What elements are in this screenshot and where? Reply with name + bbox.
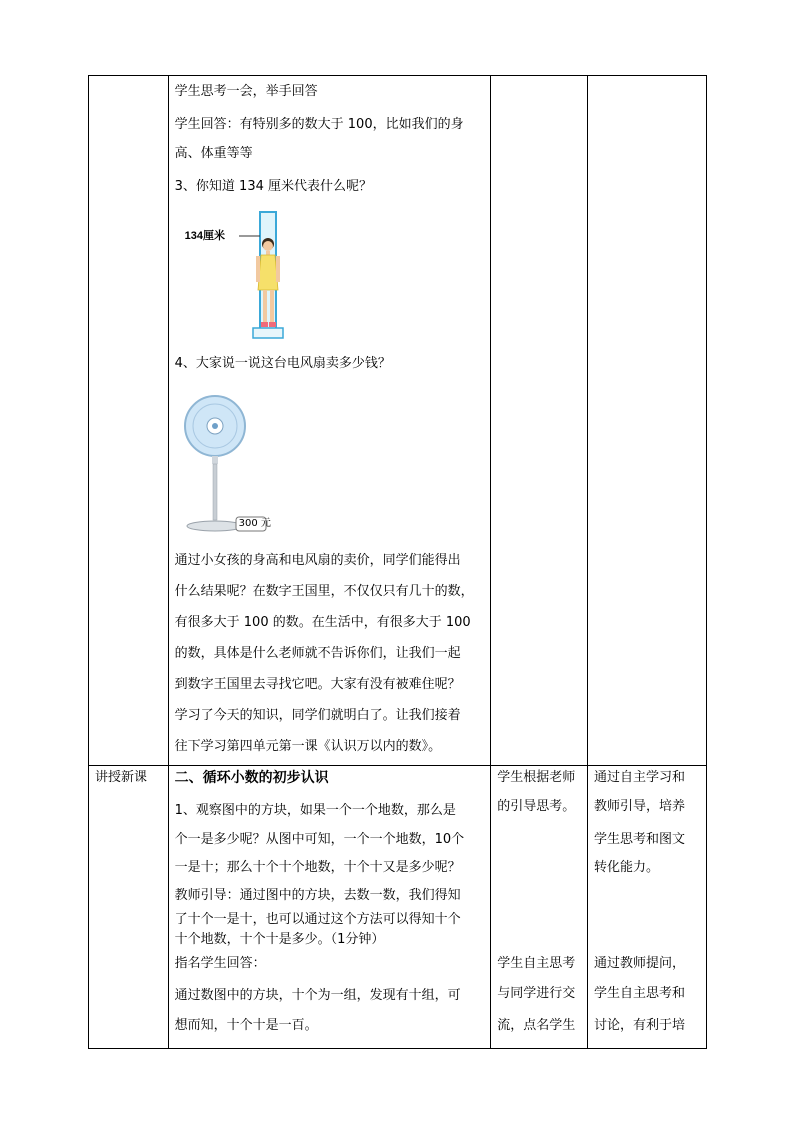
height-label: 134厘米 xyxy=(184,230,225,242)
lesson-plan-table xyxy=(88,75,707,1049)
design-purpose-line: 转化能力。 xyxy=(594,859,660,875)
text-line: 有很多大于 100 的数。在生活中，有很多大于 100 xyxy=(174,615,471,630)
text-line: 十个地数，十个十是多少。（1分钟） xyxy=(174,931,385,947)
text-line: 通过数图中的方块，十个为一组，发现有十组，可 xyxy=(174,987,461,1003)
text-line: 学生思考一会，举手回答 xyxy=(174,84,318,99)
section-heading: 二、循环小数的初步认识 xyxy=(174,769,329,786)
text-line: 想而知，十个十是一百。 xyxy=(174,1017,318,1033)
row2-stage-cell xyxy=(89,765,169,1048)
row1-purpose-cell xyxy=(588,76,707,766)
design-purpose-line: 教师引导，培养 xyxy=(594,798,686,814)
row1-content-cell xyxy=(168,76,491,766)
student-activity-line: 的引导思考。 xyxy=(497,798,576,814)
design-purpose-line: 讨论，有利于培 xyxy=(594,1017,686,1033)
student-activity-line: 学生根据老师 xyxy=(497,769,576,785)
stage-label: 讲授新课 xyxy=(95,769,148,785)
text-line: 1、观察图中的方块，如果一个一个地数，那么是 xyxy=(174,802,456,818)
text-line: 到数字王国里去寻找它吧。大家有没有被难住呢？ xyxy=(174,677,461,692)
text-line: 学生回答：有特别多的数大于 100，比如我们的身 xyxy=(174,117,464,132)
text-line: 通过小女孩的身高和电风扇的卖价，同学们能得出 xyxy=(174,553,461,568)
row1-student-cell xyxy=(491,76,588,766)
text-line: 什么结果呢？在数字王国里，不仅仅只有几十的数， xyxy=(174,584,474,599)
row2-purpose-cell xyxy=(588,765,707,1048)
electric-fan-image xyxy=(179,394,283,536)
text-line: 4、大家说一说这台电风扇卖多少钱？ xyxy=(174,356,391,371)
student-activity-line: 与同学进行交 xyxy=(497,985,576,1001)
design-purpose-line: 学生自主思考和 xyxy=(594,985,686,1001)
text-line: 了十个一是十，也可以通过这个方法可以得知十个 xyxy=(174,911,461,927)
text-line: 3、你知道 134 厘米代表什么呢？ xyxy=(174,179,372,194)
design-purpose-line: 通过自主学习和 xyxy=(594,769,686,785)
text-line: 学习了今天的知识，同学们就明白了。让我们接着 xyxy=(174,708,461,723)
design-purpose-line: 学生思考和图文 xyxy=(594,831,686,847)
text-line: 一是十；那么十个十个地数，十个十又是多少呢？ xyxy=(174,859,461,875)
row1-stage-cell xyxy=(89,76,169,766)
text-line: 指名学生回答： xyxy=(174,955,266,971)
design-purpose-line: 通过教师提问， xyxy=(594,955,686,971)
row2-student-cell xyxy=(491,765,588,1048)
text-line: 个一是多少呢？从图中可知，一个一个地数，10个 xyxy=(174,831,465,847)
text-line: 的数，具体是什么老师就不告诉你们，让我们一起 xyxy=(174,646,461,661)
price-label: 300 元 xyxy=(238,518,271,529)
row2-content-cell xyxy=(168,765,491,1048)
text-line: 教师引导：通过图中的方块，去数一数，我们得知 xyxy=(174,887,461,903)
text-line: 往下学习第四单元第一课《认识万以内的数》。 xyxy=(174,739,442,754)
student-activity-line: 流，点名学生 xyxy=(497,1017,576,1033)
student-activity-line: 学生自主思考 xyxy=(497,955,576,971)
text-line: 高、体重等等 xyxy=(174,146,253,161)
